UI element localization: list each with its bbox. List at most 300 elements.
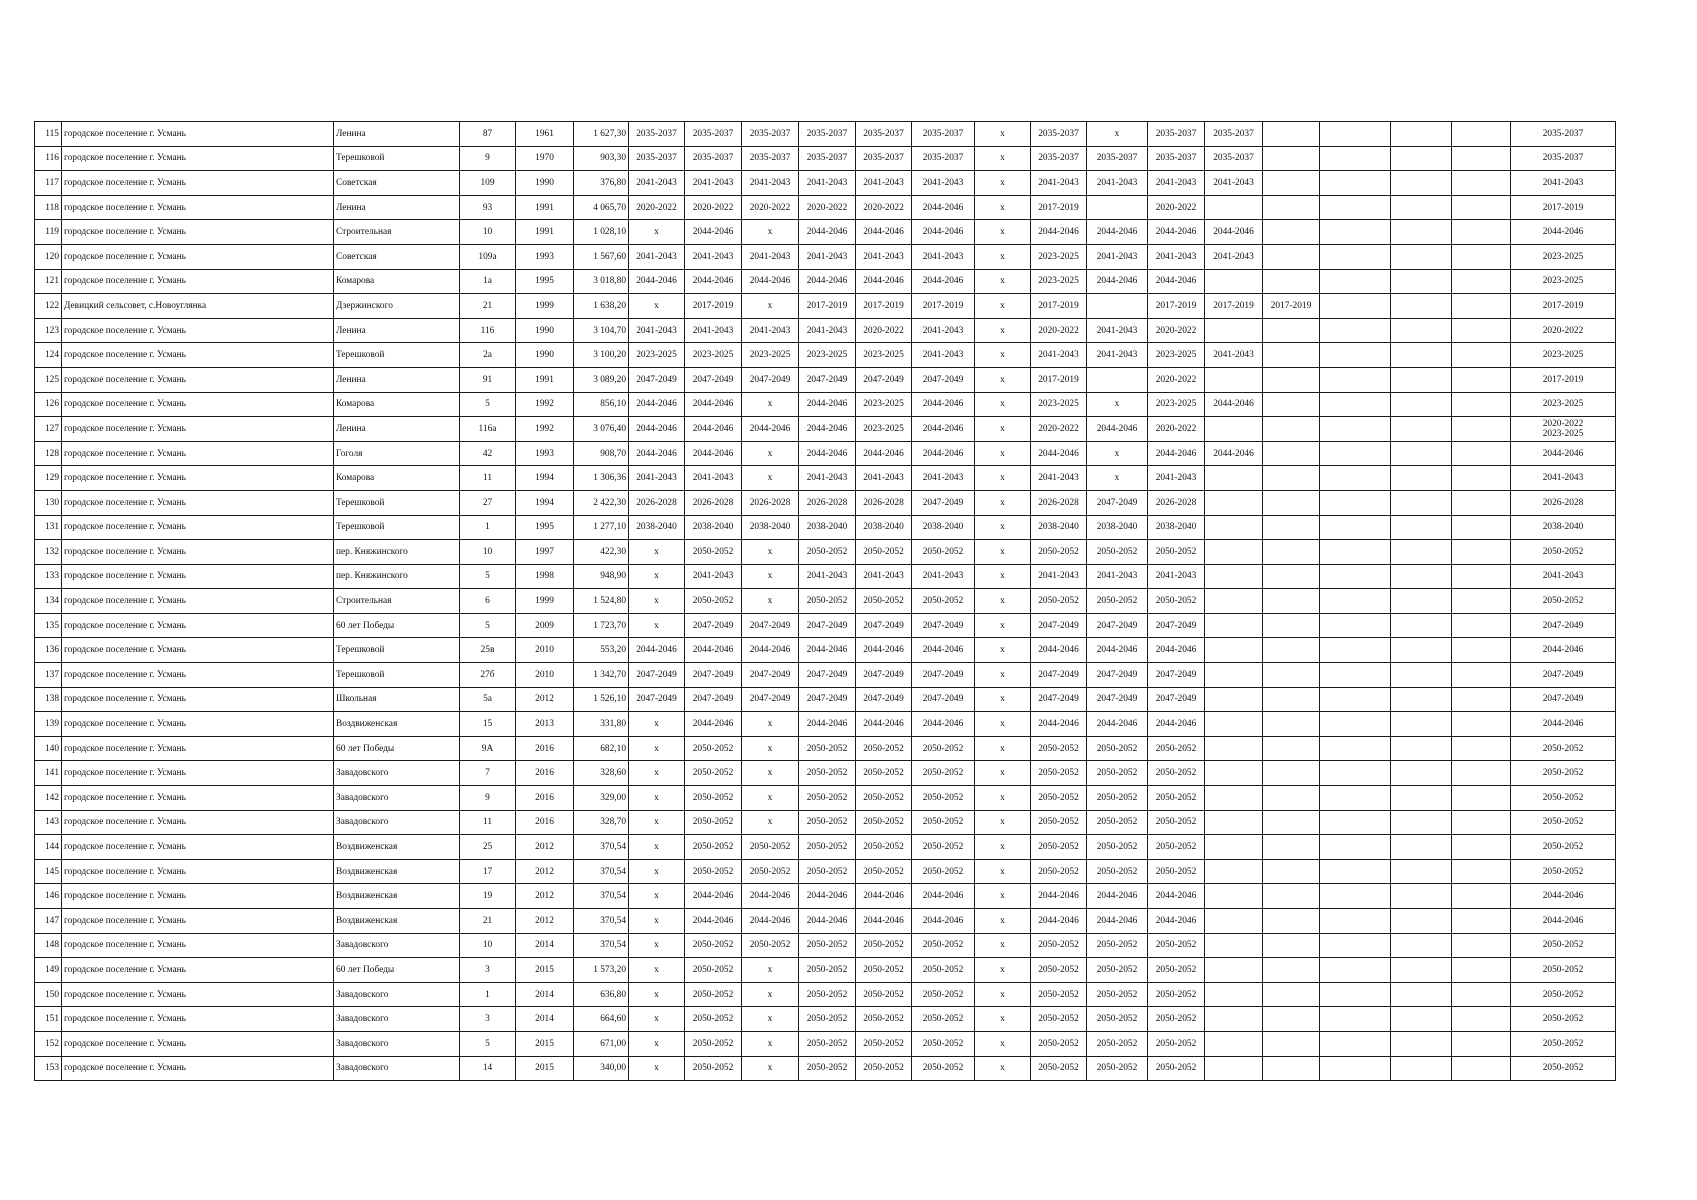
- final-period-value: 2020-2022: [1542, 325, 1584, 336]
- period-7-cell: x: [975, 958, 1031, 983]
- final-period-value: 2044-2046: [1542, 891, 1584, 902]
- period-3-cell: x: [742, 1031, 799, 1056]
- period-15-cell: [1452, 294, 1511, 319]
- period-5-cell: 2035-2037: [856, 122, 912, 147]
- period-8-cell: 2041-2043: [1031, 343, 1087, 368]
- period-11-cell: [1205, 958, 1263, 983]
- period-5-cell: 2020-2022: [856, 195, 912, 220]
- period-15-cell: [1452, 466, 1511, 491]
- municipality-cell: городское поселение г. Усмань: [62, 1031, 334, 1056]
- period-8-cell: 2035-2037: [1031, 122, 1087, 147]
- period-10-cell: 2050-2052: [1148, 736, 1205, 761]
- period-11-cell: [1205, 835, 1263, 860]
- period-4-cell: 2047-2049: [799, 687, 856, 712]
- period-11-cell: [1205, 417, 1263, 442]
- period-13-cell: [1320, 122, 1391, 147]
- period-12-cell: [1263, 933, 1320, 958]
- year-built-cell: 2014: [516, 1007, 574, 1032]
- period-8-cell: 2050-2052: [1031, 1007, 1087, 1032]
- period-13-cell: [1320, 490, 1391, 515]
- period-2-cell: 2044-2046: [685, 884, 742, 909]
- period-11-cell: [1205, 638, 1263, 663]
- period-15-cell: [1452, 146, 1511, 171]
- period-11-cell: [1205, 1056, 1263, 1081]
- period-11-cell: [1205, 195, 1263, 220]
- street-cell: Советская: [334, 244, 460, 269]
- period-13-cell: [1320, 810, 1391, 835]
- municipality-cell: городское поселение г. Усмань: [62, 244, 334, 269]
- row-number-cell: 127: [35, 417, 62, 442]
- period-13-cell: [1320, 171, 1391, 196]
- period-11-cell: [1205, 589, 1263, 614]
- period-9-cell: [1087, 195, 1148, 220]
- final-period-value: 2041-2043: [1542, 473, 1584, 484]
- year-built-cell: 1995: [516, 269, 574, 294]
- period-5-cell: 2041-2043: [856, 466, 912, 491]
- period-7-cell: x: [975, 1007, 1031, 1032]
- period-6-cell: 2044-2046: [912, 417, 975, 442]
- period-8-cell: 2044-2046: [1031, 220, 1087, 245]
- final-period-cell: [1511, 171, 1616, 196]
- period-11-cell: [1205, 1031, 1263, 1056]
- table-row: [35, 958, 1616, 983]
- final-period-cell: [1511, 687, 1616, 712]
- table-row: [35, 1056, 1616, 1081]
- final-period-value: 2050-2052: [1542, 792, 1584, 803]
- period-10-cell: 2020-2022: [1148, 367, 1205, 392]
- year-built-cell: 1994: [516, 466, 574, 491]
- final-period-cell: [1511, 244, 1616, 269]
- period-14-cell: [1391, 589, 1452, 614]
- row-number-cell: 122: [35, 294, 62, 319]
- period-14-cell: [1391, 909, 1452, 934]
- period-6-cell: 2050-2052: [912, 835, 975, 860]
- period-1-cell: x: [629, 810, 685, 835]
- period-3-cell: x: [742, 1056, 799, 1081]
- municipality-cell: городское поселение г. Усмань: [62, 269, 334, 294]
- table-row: [35, 589, 1616, 614]
- final-period-value: 2041-2043: [1542, 571, 1584, 582]
- period-15-cell: [1452, 712, 1511, 737]
- period-3-cell: x: [742, 564, 799, 589]
- period-14-cell: [1391, 687, 1452, 712]
- final-period-value: 2050-2052: [1542, 866, 1584, 877]
- period-14-cell: [1391, 613, 1452, 638]
- final-period-cell: [1511, 1056, 1616, 1081]
- street-cell: Воздвиженская: [334, 909, 460, 934]
- year-built-cell: 2014: [516, 933, 574, 958]
- period-11-cell: [1205, 761, 1263, 786]
- year-built-cell: 2012: [516, 835, 574, 860]
- period-6-cell: 2047-2049: [912, 490, 975, 515]
- period-15-cell: [1452, 515, 1511, 540]
- street-cell: Дзержинского: [334, 294, 460, 319]
- period-7-cell: x: [975, 835, 1031, 860]
- municipality-cell: городское поселение г. Усмань: [62, 318, 334, 343]
- year-built-cell: 2013: [516, 712, 574, 737]
- period-7-cell: x: [975, 220, 1031, 245]
- final-period-value: 2050-2052: [1542, 842, 1584, 853]
- house-number-cell: 116: [460, 318, 516, 343]
- period-9-cell: 2050-2052: [1087, 761, 1148, 786]
- period-12-cell: [1263, 540, 1320, 565]
- period-6-cell: 2038-2040: [912, 515, 975, 540]
- period-12-cell: [1263, 982, 1320, 1007]
- row-number-cell: 137: [35, 663, 62, 688]
- period-7-cell: x: [975, 269, 1031, 294]
- period-1-cell: 2026-2028: [629, 490, 685, 515]
- period-7-cell: x: [975, 1056, 1031, 1081]
- period-12-cell: [1263, 122, 1320, 147]
- area-cell: 1 638,20: [574, 294, 629, 319]
- year-built-cell: 1999: [516, 294, 574, 319]
- period-6-cell: 2041-2043: [912, 171, 975, 196]
- municipality-cell: городское поселение г. Усмань: [62, 982, 334, 1007]
- period-10-cell: 2035-2037: [1148, 146, 1205, 171]
- period-1-cell: x: [629, 786, 685, 811]
- period-2-cell: 2050-2052: [685, 982, 742, 1007]
- area-cell: 3 100,20: [574, 343, 629, 368]
- period-11-cell: [1205, 490, 1263, 515]
- period-9-cell: 2044-2046: [1087, 220, 1148, 245]
- period-3-cell: x: [742, 958, 799, 983]
- table-row: [35, 515, 1616, 540]
- final-period-value: 2050-2052: [1542, 940, 1584, 951]
- row-number-cell: 123: [35, 318, 62, 343]
- house-number-cell: 87: [460, 122, 516, 147]
- street-cell: Терешковой: [334, 490, 460, 515]
- period-12-cell: [1263, 687, 1320, 712]
- period-4-cell: 2047-2049: [799, 367, 856, 392]
- period-13-cell: [1320, 663, 1391, 688]
- period-6-cell: 2041-2043: [912, 244, 975, 269]
- period-8-cell: 2038-2040: [1031, 515, 1087, 540]
- period-11-cell: [1205, 318, 1263, 343]
- period-10-cell: 2035-2037: [1148, 122, 1205, 147]
- house-number-cell: 1: [460, 982, 516, 1007]
- final-period-value: 2023-2025: [1542, 350, 1584, 361]
- period-14-cell: [1391, 515, 1452, 540]
- period-6-cell: 2044-2046: [912, 220, 975, 245]
- period-10-cell: 2050-2052: [1148, 761, 1205, 786]
- row-number-cell: 121: [35, 269, 62, 294]
- period-13-cell: [1320, 589, 1391, 614]
- house-number-cell: 10: [460, 540, 516, 565]
- period-10-cell: 2023-2025: [1148, 392, 1205, 417]
- table-row: [35, 1007, 1616, 1032]
- period-12-cell: [1263, 859, 1320, 884]
- period-5-cell: 2050-2052: [856, 1007, 912, 1032]
- period-10-cell: 2020-2022: [1148, 417, 1205, 442]
- period-3-cell: x: [742, 761, 799, 786]
- period-6-cell: 2035-2037: [912, 146, 975, 171]
- period-9-cell: 2041-2043: [1087, 564, 1148, 589]
- period-3-cell: 2041-2043: [742, 244, 799, 269]
- period-9-cell: 2050-2052: [1087, 589, 1148, 614]
- municipality-cell: городское поселение г. Усмань: [62, 540, 334, 565]
- period-10-cell: 2050-2052: [1148, 810, 1205, 835]
- period-4-cell: 2050-2052: [799, 958, 856, 983]
- period-10-cell: 2026-2028: [1148, 490, 1205, 515]
- period-1-cell: x: [629, 761, 685, 786]
- period-15-cell: [1452, 810, 1511, 835]
- period-15-cell: [1452, 613, 1511, 638]
- period-9-cell: 2050-2052: [1087, 933, 1148, 958]
- period-2-cell: 2041-2043: [685, 318, 742, 343]
- house-number-cell: 3: [460, 958, 516, 983]
- row-number-cell: 153: [35, 1056, 62, 1081]
- period-4-cell: 2047-2049: [799, 613, 856, 638]
- period-12-cell: [1263, 613, 1320, 638]
- period-13-cell: [1320, 417, 1391, 442]
- final-period-value: 2017-2019: [1542, 202, 1584, 213]
- final-period-cell: [1511, 466, 1616, 491]
- period-12-cell: [1263, 367, 1320, 392]
- period-1-cell: x: [629, 564, 685, 589]
- period-3-cell: 2047-2049: [742, 663, 799, 688]
- period-5-cell: 2050-2052: [856, 761, 912, 786]
- period-4-cell: 2044-2046: [799, 220, 856, 245]
- period-12-cell: [1263, 441, 1320, 466]
- period-4-cell: 2050-2052: [799, 761, 856, 786]
- period-7-cell: x: [975, 367, 1031, 392]
- period-7-cell: x: [975, 318, 1031, 343]
- period-9-cell: 2050-2052: [1087, 540, 1148, 565]
- municipality-cell: городское поселение г. Усмань: [62, 417, 334, 442]
- period-2-cell: 2023-2025: [685, 343, 742, 368]
- street-cell: Терешковой: [334, 343, 460, 368]
- final-period-value: 2020-2022: [1542, 418, 1584, 429]
- period-6-cell: 2047-2049: [912, 367, 975, 392]
- year-built-cell: 2010: [516, 663, 574, 688]
- area-cell: 3 104,70: [574, 318, 629, 343]
- period-12-cell: [1263, 884, 1320, 909]
- period-15-cell: [1452, 540, 1511, 565]
- period-11-cell: 2041-2043: [1205, 244, 1263, 269]
- period-10-cell: 2050-2052: [1148, 540, 1205, 565]
- period-7-cell: x: [975, 613, 1031, 638]
- period-6-cell: 2050-2052: [912, 1007, 975, 1032]
- area-cell: 3 089,20: [574, 367, 629, 392]
- period-4-cell: 2026-2028: [799, 490, 856, 515]
- area-cell: 3 018,80: [574, 269, 629, 294]
- period-4-cell: 2017-2019: [799, 294, 856, 319]
- row-number-cell: 134: [35, 589, 62, 614]
- period-4-cell: 2023-2025: [799, 343, 856, 368]
- final-period-cell: [1511, 269, 1616, 294]
- period-6-cell: 2044-2046: [912, 269, 975, 294]
- period-6-cell: 2050-2052: [912, 589, 975, 614]
- period-14-cell: [1391, 1007, 1452, 1032]
- row-number-cell: 150: [35, 982, 62, 1007]
- table-row: [35, 171, 1616, 196]
- street-cell: Советская: [334, 171, 460, 196]
- period-2-cell: 2041-2043: [685, 171, 742, 196]
- row-number-cell: 124: [35, 343, 62, 368]
- year-built-cell: 1999: [516, 589, 574, 614]
- period-4-cell: 2050-2052: [799, 1056, 856, 1081]
- period-6-cell: 2044-2046: [912, 441, 975, 466]
- period-13-cell: [1320, 786, 1391, 811]
- period-12-cell: [1263, 736, 1320, 761]
- period-8-cell: 2047-2049: [1031, 663, 1087, 688]
- period-2-cell: 2035-2037: [685, 122, 742, 147]
- period-4-cell: 2050-2052: [799, 736, 856, 761]
- period-14-cell: [1391, 367, 1452, 392]
- house-number-cell: 27: [460, 490, 516, 515]
- period-15-cell: [1452, 564, 1511, 589]
- period-10-cell: 2047-2049: [1148, 613, 1205, 638]
- table-row: [35, 884, 1616, 909]
- period-9-cell: 2050-2052: [1087, 1031, 1148, 1056]
- period-7-cell: x: [975, 933, 1031, 958]
- period-14-cell: [1391, 564, 1452, 589]
- period-9-cell: 2050-2052: [1087, 982, 1148, 1007]
- street-cell: Ленина: [334, 318, 460, 343]
- period-9-cell: 2050-2052: [1087, 1007, 1148, 1032]
- period-6-cell: 2047-2049: [912, 663, 975, 688]
- period-3-cell: 2044-2046: [742, 269, 799, 294]
- period-3-cell: 2041-2043: [742, 318, 799, 343]
- table-row: [35, 736, 1616, 761]
- period-13-cell: [1320, 613, 1391, 638]
- municipality-cell: городское поселение г. Усмань: [62, 490, 334, 515]
- period-10-cell: 2041-2043: [1148, 244, 1205, 269]
- period-15-cell: [1452, 367, 1511, 392]
- municipality-cell: городское поселение г. Усмань: [62, 564, 334, 589]
- period-15-cell: [1452, 638, 1511, 663]
- area-cell: 4 065,70: [574, 195, 629, 220]
- period-10-cell: 2047-2049: [1148, 687, 1205, 712]
- final-period-cell: [1511, 736, 1616, 761]
- row-number-cell: 116: [35, 146, 62, 171]
- period-2-cell: 2050-2052: [685, 736, 742, 761]
- final-period-cell: [1511, 195, 1616, 220]
- period-4-cell: 2044-2046: [799, 884, 856, 909]
- period-11-cell: [1205, 515, 1263, 540]
- period-1-cell: 2041-2043: [629, 318, 685, 343]
- period-3-cell: 2035-2037: [742, 122, 799, 147]
- year-built-cell: 2016: [516, 786, 574, 811]
- period-3-cell: 2020-2022: [742, 195, 799, 220]
- house-number-cell: 109: [460, 171, 516, 196]
- final-period-cell: [1511, 613, 1616, 638]
- period-5-cell: 2023-2025: [856, 417, 912, 442]
- period-11-cell: 2041-2043: [1205, 171, 1263, 196]
- period-3-cell: x: [742, 294, 799, 319]
- period-7-cell: x: [975, 638, 1031, 663]
- area-cell: 1 573,20: [574, 958, 629, 983]
- period-6-cell: 2041-2043: [912, 318, 975, 343]
- period-6-cell: 2050-2052: [912, 933, 975, 958]
- house-number-cell: 25в: [460, 638, 516, 663]
- period-4-cell: 2050-2052: [799, 859, 856, 884]
- period-11-cell: [1205, 269, 1263, 294]
- period-1-cell: x: [629, 958, 685, 983]
- period-11-cell: [1205, 786, 1263, 811]
- period-6-cell: 2041-2043: [912, 466, 975, 491]
- table-row: [35, 638, 1616, 663]
- period-11-cell: [1205, 466, 1263, 491]
- period-3-cell: x: [742, 392, 799, 417]
- period-1-cell: 2041-2043: [629, 171, 685, 196]
- period-13-cell: [1320, 244, 1391, 269]
- final-period-value: 2023-2025: [1542, 276, 1584, 287]
- year-built-cell: 1991: [516, 367, 574, 392]
- street-cell: Комарова: [334, 392, 460, 417]
- period-5-cell: 2026-2028: [856, 490, 912, 515]
- period-7-cell: x: [975, 417, 1031, 442]
- final-period-value: 2050-2052: [1542, 743, 1584, 754]
- period-7-cell: x: [975, 982, 1031, 1007]
- period-10-cell: 2050-2052: [1148, 982, 1205, 1007]
- table-row: [35, 367, 1616, 392]
- municipality-cell: городское поселение г. Усмань: [62, 736, 334, 761]
- period-2-cell: 2050-2052: [685, 835, 742, 860]
- repair-schedule-table: [34, 121, 1616, 1081]
- period-12-cell: [1263, 244, 1320, 269]
- house-number-cell: 5а: [460, 687, 516, 712]
- table-row: [35, 712, 1616, 737]
- table-row: [35, 122, 1616, 147]
- period-7-cell: x: [975, 466, 1031, 491]
- street-cell: Завадовского: [334, 786, 460, 811]
- period-14-cell: [1391, 244, 1452, 269]
- period-1-cell: 2044-2046: [629, 417, 685, 442]
- year-built-cell: 1993: [516, 441, 574, 466]
- year-built-cell: 1991: [516, 220, 574, 245]
- period-8-cell: 2044-2046: [1031, 712, 1087, 737]
- period-15-cell: [1452, 909, 1511, 934]
- house-number-cell: 17: [460, 859, 516, 884]
- municipality-cell: городское поселение г. Усмань: [62, 441, 334, 466]
- row-number-cell: 142: [35, 786, 62, 811]
- period-2-cell: 2047-2049: [685, 687, 742, 712]
- table-row: [35, 540, 1616, 565]
- period-3-cell: x: [742, 220, 799, 245]
- period-2-cell: 2041-2043: [685, 244, 742, 269]
- period-8-cell: 2044-2046: [1031, 884, 1087, 909]
- period-10-cell: 2044-2046: [1148, 884, 1205, 909]
- street-cell: Терешковой: [334, 515, 460, 540]
- final-period-cell: [1511, 835, 1616, 860]
- house-number-cell: 91: [460, 367, 516, 392]
- year-built-cell: 2016: [516, 761, 574, 786]
- area-cell: 682,10: [574, 736, 629, 761]
- final-period-value: 2044-2046: [1542, 227, 1584, 238]
- period-15-cell: [1452, 195, 1511, 220]
- area-cell: 948,90: [574, 564, 629, 589]
- period-12-cell: [1263, 171, 1320, 196]
- period-14-cell: [1391, 810, 1452, 835]
- period-1-cell: x: [629, 982, 685, 1007]
- period-11-cell: [1205, 933, 1263, 958]
- period-4-cell: 2044-2046: [799, 638, 856, 663]
- period-10-cell: 2044-2046: [1148, 909, 1205, 934]
- period-12-cell: [1263, 392, 1320, 417]
- year-built-cell: 1997: [516, 540, 574, 565]
- period-11-cell: [1205, 663, 1263, 688]
- period-5-cell: 2044-2046: [856, 638, 912, 663]
- house-number-cell: 19: [460, 884, 516, 909]
- period-2-cell: 2050-2052: [685, 1007, 742, 1032]
- final-period-cell: [1511, 515, 1616, 540]
- period-1-cell: x: [629, 1007, 685, 1032]
- year-built-cell: 1970: [516, 146, 574, 171]
- row-number-cell: 118: [35, 195, 62, 220]
- street-cell: Терешковой: [334, 146, 460, 171]
- period-8-cell: 2050-2052: [1031, 933, 1087, 958]
